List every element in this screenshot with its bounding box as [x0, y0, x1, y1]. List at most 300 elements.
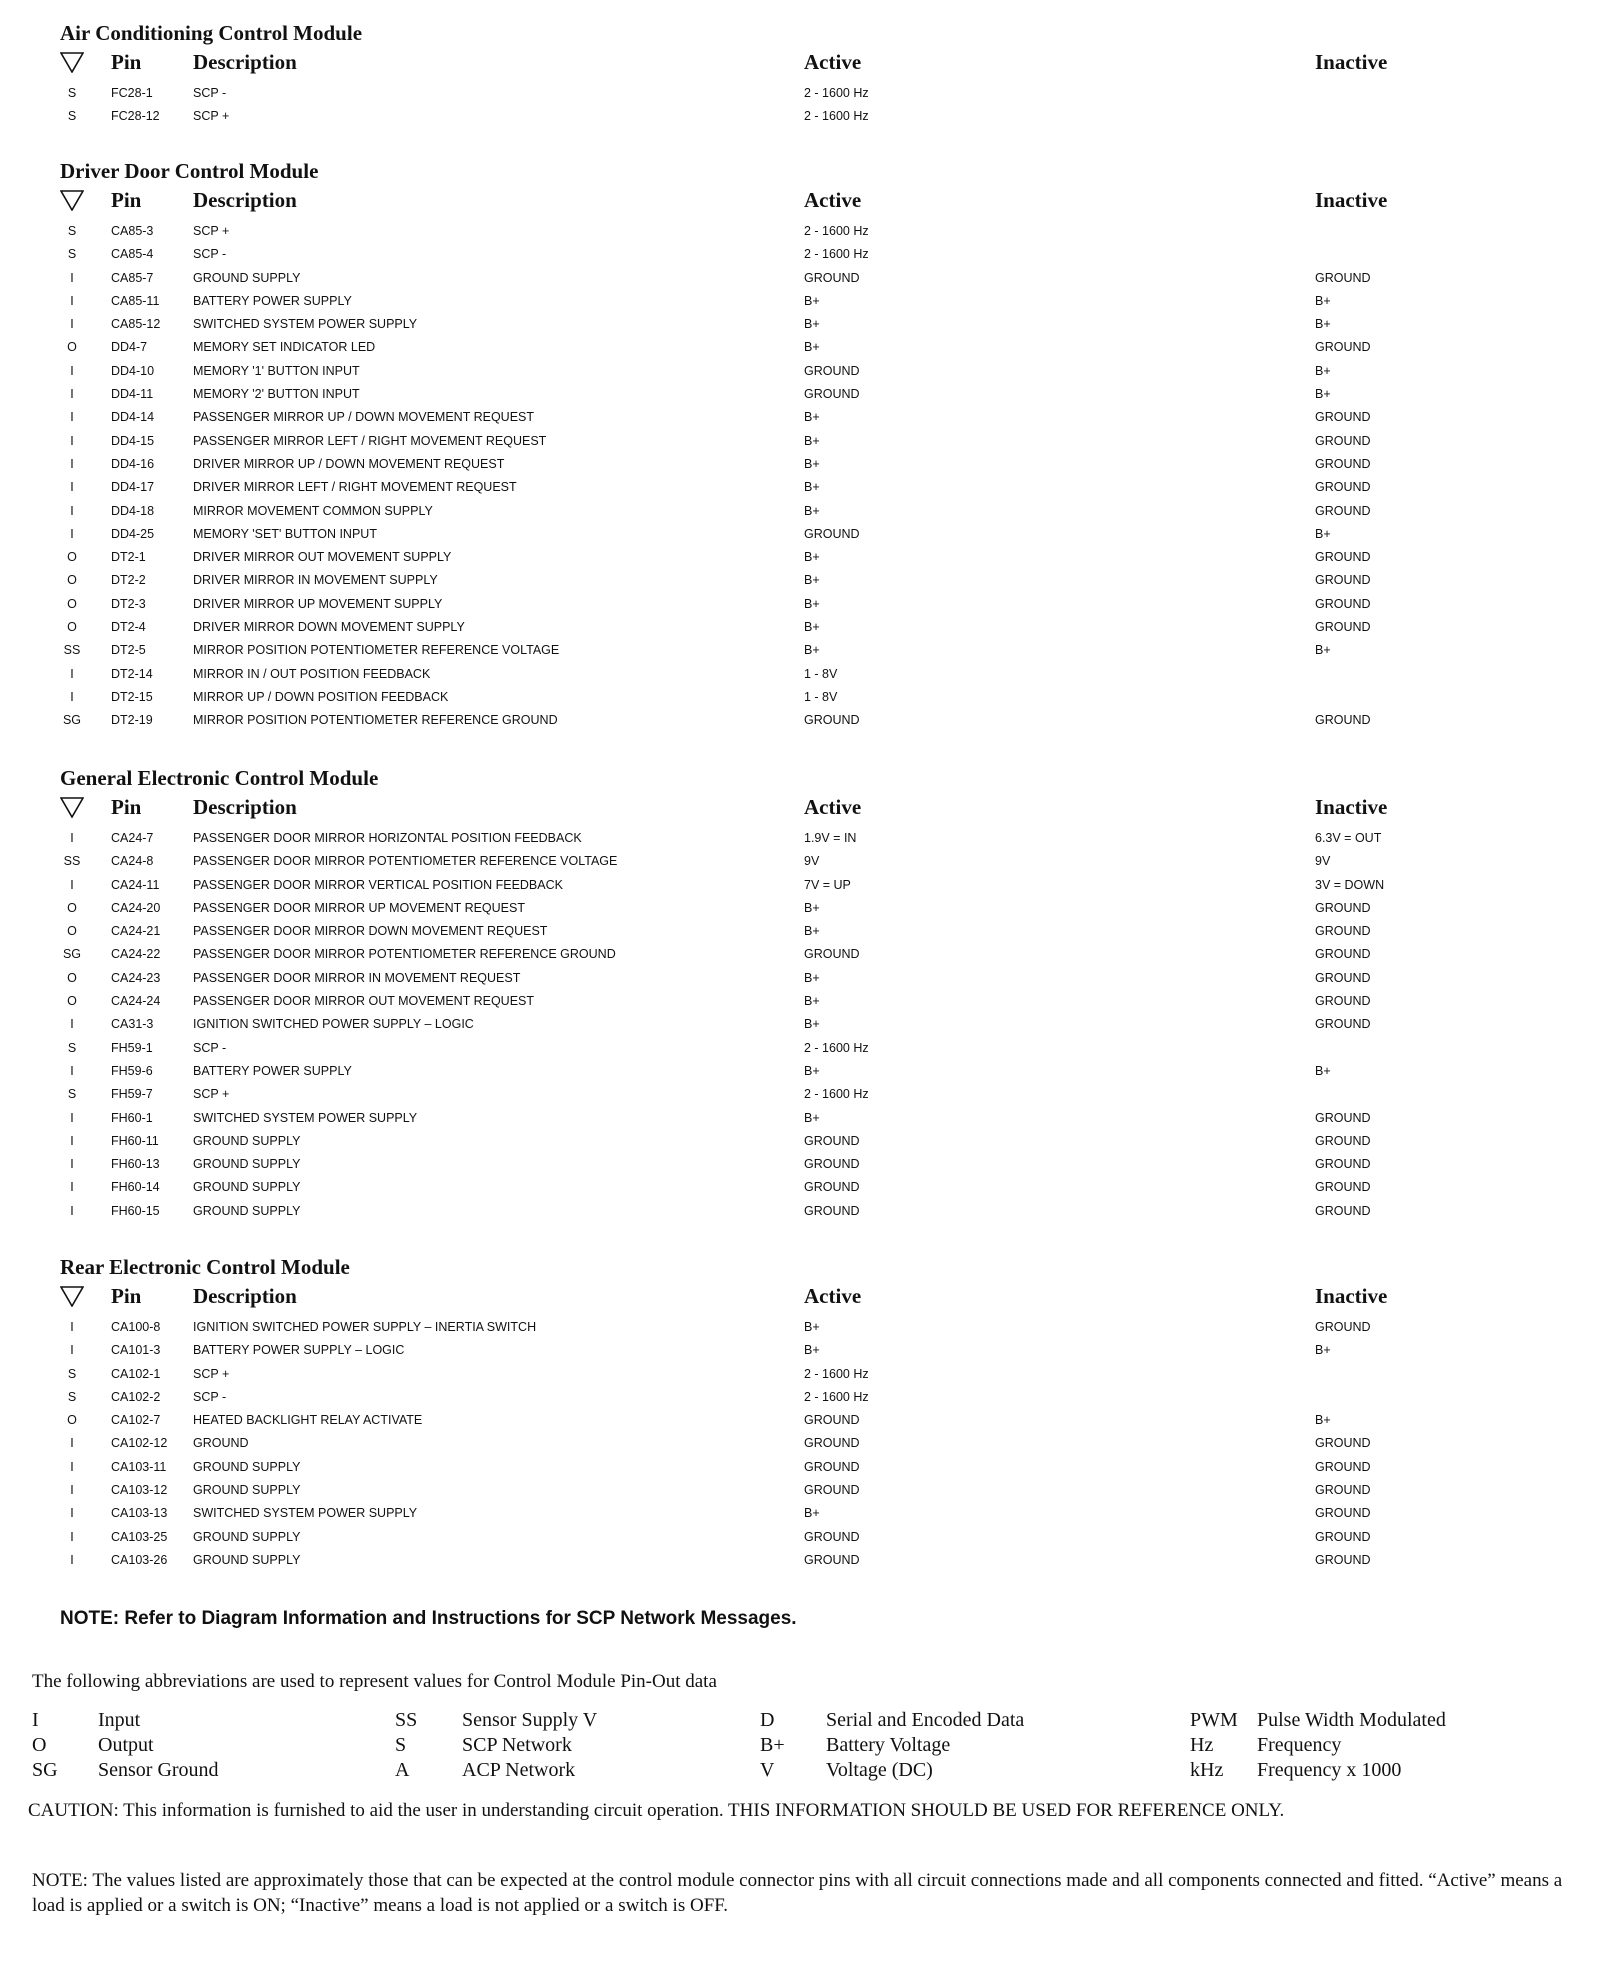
cell-type: O [67, 550, 77, 565]
cell-pin: DT2-19 [111, 713, 153, 728]
table-row [60, 1363, 1560, 1386]
cell-type: SS [63, 854, 81, 869]
table-row [60, 105, 1560, 128]
legend-entry [0, 1709, 1600, 1734]
cell-act: B+ [804, 503, 820, 518]
description-header: Description [193, 1284, 297, 1308]
legend-meaning: ACP Network [462, 1759, 576, 1781]
cell-desc: PASSENGER DOOR MIRROR IN MOVEMENT REQUEST [193, 970, 521, 985]
cell-desc: GROUND SUPPLY [193, 1483, 301, 1498]
inactive-header: Inactive [1315, 795, 1388, 819]
cell-act: 2 - 1600 Hz [804, 224, 869, 238]
cell-type: S [67, 247, 77, 262]
cell-desc: SWITCHED SYSTEM POWER SUPPLY [193, 1110, 418, 1125]
cell-inact: GROUND [1315, 1017, 1371, 1032]
cell-desc: GROUND SUPPLY [193, 1157, 301, 1172]
table-row [60, 313, 1560, 336]
cell-type: I [70, 293, 74, 308]
cell-inact: GROUND [1315, 994, 1371, 1009]
legend-abbreviation: I [32, 1709, 39, 1731]
cell-inact: B+ [1315, 293, 1331, 308]
cell-act: B+ [804, 994, 820, 1009]
table-row [60, 406, 1560, 429]
cell-act: B+ [804, 924, 820, 939]
cell-act: GROUND [804, 1483, 860, 1498]
cell-desc: PASSENGER MIRROR UP / DOWN MOVEMENT REQUEST [193, 410, 535, 425]
cell-act: B+ [804, 573, 820, 588]
cell-desc: GROUND SUPPLY [193, 1459, 301, 1474]
legend-meaning: Frequency x 1000 [1257, 1759, 1402, 1781]
table-row [60, 546, 1560, 569]
cell-act: B+ [804, 1017, 820, 1032]
module-section [60, 18, 1560, 129]
cell-desc: GROUND SUPPLY [193, 1133, 301, 1148]
legend-meaning: Voltage (DC) [826, 1759, 933, 1781]
cell-type: S [67, 86, 77, 100]
cell-act: 2 - 1600 Hz [804, 109, 869, 124]
cell-pin: CA24-8 [111, 854, 154, 869]
cell-desc: SCP - [193, 1389, 227, 1404]
module-title: General Electronic Control Module [60, 766, 379, 790]
cell-desc: SCP + [193, 224, 230, 238]
cell-type: I [70, 1436, 74, 1451]
cell-pin: DT2-14 [111, 666, 153, 681]
cell-act: B+ [804, 480, 820, 495]
column-header-row [60, 186, 1560, 220]
inactive-header: Inactive [1315, 188, 1388, 212]
table-row [60, 1130, 1560, 1153]
table-row [60, 1432, 1560, 1455]
connector-type-triangle-icon [60, 189, 84, 211]
cell-pin: CA103-11 [111, 1459, 167, 1474]
cell-act: 2 - 1600 Hz [804, 247, 869, 262]
table-row [60, 360, 1560, 383]
legend-abbreviation: Hz [1190, 1734, 1214, 1756]
cell-inact: GROUND [1315, 1180, 1371, 1195]
cell-pin: DD4-14 [111, 410, 155, 425]
cell-type: S [67, 109, 77, 124]
cell-desc: PASSENGER DOOR MIRROR VERTICAL POSITION FEEDBACK [193, 877, 563, 892]
cell-desc: IGNITION SWITCHED POWER SUPPLY – INERTIA SWITCH [193, 1320, 537, 1334]
cell-type: S [67, 1087, 77, 1102]
cell-act: B+ [804, 1320, 820, 1334]
active-header: Active [804, 1284, 862, 1308]
cell-type: I [70, 387, 74, 402]
cell-pin: DT2-4 [111, 620, 146, 635]
legend-abbreviation: O [32, 1734, 47, 1756]
cell-pin: CA24-11 [111, 877, 160, 892]
cell-act: 2 - 1600 Hz [804, 1389, 869, 1404]
cell-type: I [70, 433, 74, 448]
cell-inact: GROUND [1315, 270, 1371, 285]
cell-type: I [70, 831, 74, 845]
legend-abbreviation: B+ [760, 1734, 785, 1756]
pin-table [60, 1316, 1560, 1572]
column-header-row [60, 1282, 1560, 1316]
table-row [60, 430, 1560, 453]
cell-desc: SCP - [193, 247, 227, 262]
cell-desc: SCP + [193, 1087, 230, 1102]
cell-type: O [67, 1413, 77, 1428]
table-row [60, 1409, 1560, 1432]
cell-pin: CA103-25 [111, 1529, 168, 1544]
cell-act: B+ [804, 1110, 820, 1125]
scp-note: NOTE: Refer to Diagram Information and Instructions for SCP Network Messages. [60, 1608, 797, 1629]
cell-pin: DD4-10 [111, 363, 155, 378]
cell-type: I [70, 1343, 74, 1358]
cell-act: GROUND [804, 1157, 860, 1172]
cell-inact: GROUND [1315, 1133, 1371, 1148]
cell-type: I [70, 1017, 74, 1032]
cell-inact: B+ [1315, 1413, 1331, 1428]
table-row [60, 593, 1560, 616]
cell-pin: DT2-2 [111, 573, 146, 588]
module-section [60, 763, 1560, 1223]
cell-inact: GROUND [1315, 1157, 1371, 1172]
pin-table [60, 220, 1560, 733]
table-row [60, 897, 1560, 920]
cell-type: SG [62, 713, 82, 728]
cell-type: S [67, 224, 77, 238]
cell-act: GROUND [804, 387, 860, 402]
table-row [60, 476, 1560, 499]
cell-inact: GROUND [1315, 550, 1371, 565]
table-row [60, 383, 1560, 406]
description-header: Description [193, 50, 297, 74]
cell-desc: DRIVER MIRROR OUT MOVEMENT SUPPLY [193, 550, 452, 565]
cell-pin: CA102-1 [111, 1366, 161, 1381]
cell-inact: GROUND [1315, 433, 1371, 448]
cell-pin: FH59-7 [111, 1087, 153, 1102]
cell-desc: MEMORY SET INDICATOR LED [193, 340, 376, 355]
caution-text: CAUTION: This information is furnished to aid the user in understanding circuit operation. THIS INFORMATION SHOULD BE USED FOR REFERENCE ONLY. [28, 1800, 1285, 1821]
pin-header: Pin [111, 50, 142, 74]
cell-type: O [67, 596, 77, 611]
table-row [60, 290, 1560, 313]
cell-pin: DT2-3 [111, 596, 146, 611]
table-row [60, 267, 1560, 290]
table-row [60, 1107, 1560, 1130]
cell-desc: BATTERY POWER SUPPLY [193, 293, 352, 308]
cell-pin: DD4-25 [111, 526, 155, 541]
cell-type: O [67, 900, 77, 915]
cell-pin: FH59-1 [111, 1040, 153, 1055]
cell-type: I [70, 1157, 74, 1172]
table-row [60, 220, 1560, 243]
cell-act: 9V [804, 854, 820, 869]
cell-pin: FH60-15 [111, 1203, 160, 1218]
table-row [60, 1153, 1560, 1176]
cell-type: I [70, 1180, 74, 1195]
cell-act: B+ [804, 317, 820, 332]
cell-pin: DD4-15 [111, 433, 155, 448]
cell-act: 2 - 1600 Hz [804, 1366, 869, 1381]
cell-desc: SCP - [193, 1040, 227, 1055]
table-row [60, 1316, 1560, 1339]
cell-pin: CA85-4 [111, 247, 154, 262]
cell-pin: DT2-15 [111, 689, 153, 704]
pin-table [60, 82, 1560, 129]
cell-pin: DD4-16 [111, 456, 155, 471]
cell-type: S [67, 1040, 77, 1055]
cell-desc: DRIVER MIRROR DOWN MOVEMENT SUPPLY [193, 620, 465, 635]
legend-meaning: Pulse Width Modulated [1257, 1709, 1446, 1731]
cell-desc: PASSENGER MIRROR LEFT / RIGHT MOVEMENT REQUEST [193, 433, 547, 448]
cell-inact: GROUND [1315, 1529, 1371, 1544]
legend-meaning: Input [98, 1709, 141, 1731]
cell-inact: GROUND [1315, 1436, 1371, 1451]
cell-act: 7V = UP [804, 877, 851, 892]
cell-desc: SCP - [193, 86, 227, 100]
legend-abbreviation: D [760, 1709, 775, 1731]
cell-act: B+ [804, 340, 820, 355]
cell-inact: GROUND [1315, 1506, 1371, 1521]
cell-pin: DT2-1 [111, 550, 146, 565]
table-row [60, 1083, 1560, 1106]
cell-act: B+ [804, 1063, 820, 1078]
table-row [60, 243, 1560, 266]
cell-type: I [70, 480, 74, 495]
cell-inact: B+ [1315, 387, 1331, 402]
cell-desc: MIRROR POSITION POTENTIOMETER REFERENCE VOLTAGE [193, 643, 560, 658]
cell-inact: GROUND [1315, 410, 1371, 425]
cell-desc: MIRROR IN / OUT POSITION FEEDBACK [193, 666, 431, 681]
cell-pin: DD4-18 [111, 503, 155, 518]
cell-act: GROUND [804, 947, 860, 962]
table-row [60, 1013, 1560, 1036]
cell-desc: IGNITION SWITCHED POWER SUPPLY – LOGIC [193, 1017, 474, 1032]
cell-desc: SWITCHED SYSTEM POWER SUPPLY [193, 1506, 418, 1521]
cell-inact: B+ [1315, 1063, 1331, 1078]
cell-act: 1 - 8V [804, 666, 838, 681]
table-row [60, 1456, 1560, 1479]
cell-inact: GROUND [1315, 340, 1371, 355]
cell-pin: CA103-12 [111, 1483, 168, 1498]
cell-type: O [67, 340, 77, 355]
cell-type: I [70, 1552, 74, 1567]
legend-entry [0, 1734, 1600, 1759]
table-row [60, 943, 1560, 966]
cell-act: B+ [804, 643, 820, 658]
cell-pin: CA24-24 [111, 994, 161, 1009]
cell-act: B+ [804, 620, 820, 635]
table-row [60, 1200, 1560, 1223]
cell-type: O [67, 924, 77, 939]
cell-type: I [70, 317, 74, 332]
pin-header: Pin [111, 1284, 142, 1308]
legend-meaning: Sensor Ground [98, 1759, 219, 1781]
cell-inact: GROUND [1315, 503, 1371, 518]
table-row [60, 920, 1560, 943]
module-title: Air Conditioning Control Module [60, 21, 363, 45]
cell-act: GROUND [804, 1436, 860, 1451]
cell-desc: MEMORY '1' BUTTON INPUT [193, 363, 360, 378]
cell-pin: CA102-12 [111, 1436, 168, 1451]
cell-inact: 9V [1315, 854, 1331, 869]
cell-type: I [70, 1483, 74, 1498]
cell-inact: GROUND [1315, 713, 1371, 728]
cell-inact: GROUND [1315, 1320, 1371, 1334]
table-row [60, 1502, 1560, 1525]
cell-inact: B+ [1315, 1343, 1331, 1358]
connector-type-triangle-icon [60, 51, 84, 73]
cell-type: I [70, 877, 74, 892]
cell-pin: DD4-7 [111, 340, 148, 355]
pin-header: Pin [111, 795, 142, 819]
cell-desc: DRIVER MIRROR LEFT / RIGHT MOVEMENT REQUEST [193, 480, 517, 495]
cell-inact: GROUND [1315, 620, 1371, 635]
cell-pin: CA24-20 [111, 900, 161, 915]
cell-inact: GROUND [1315, 1459, 1371, 1474]
table-row [60, 967, 1560, 990]
cell-inact: 3V = DOWN [1315, 877, 1385, 892]
cell-desc: GROUND SUPPLY [193, 1529, 301, 1544]
cell-desc: DRIVER MIRROR IN MOVEMENT SUPPLY [193, 573, 438, 588]
cell-act: 2 - 1600 Hz [804, 1087, 869, 1102]
cell-act: B+ [804, 433, 820, 448]
cell-pin: CA85-7 [111, 270, 154, 285]
cell-type: I [70, 503, 74, 518]
cell-type: I [70, 666, 74, 681]
cell-act: GROUND [804, 1459, 860, 1474]
table-row [60, 1386, 1560, 1409]
cell-inact: 6.3V = OUT [1315, 831, 1382, 845]
cell-type: I [70, 270, 74, 285]
cell-pin: CA101-3 [111, 1343, 161, 1358]
cell-inact: B+ [1315, 317, 1331, 332]
cell-type: O [67, 994, 77, 1009]
legend-intro: The following abbreviations are used to represent values for Control Module Pin-Out data [32, 1671, 717, 1692]
cell-desc: PASSENGER DOOR MIRROR HORIZONTAL POSITION FEEDBACK [193, 831, 582, 845]
cell-act: B+ [804, 550, 820, 565]
legend-meaning: Output [98, 1734, 154, 1756]
table-row [60, 616, 1560, 639]
table-row [60, 523, 1560, 546]
cell-type: I [70, 456, 74, 471]
cell-inact: GROUND [1315, 1110, 1371, 1125]
cell-pin: CA103-13 [111, 1506, 168, 1521]
cell-act: B+ [804, 1343, 820, 1358]
legend-meaning: Sensor Supply V [462, 1709, 598, 1731]
cell-act: GROUND [804, 1180, 860, 1195]
cell-inact: B+ [1315, 643, 1331, 658]
cell-act: 1.9V = IN [804, 831, 857, 845]
cell-desc: PASSENGER DOOR MIRROR DOWN MOVEMENT REQUEST [193, 924, 548, 939]
cell-type: I [70, 1110, 74, 1125]
cell-pin: CA31-3 [111, 1017, 154, 1032]
cell-pin: DT2-5 [111, 643, 146, 658]
module-title: Driver Door Control Module [60, 159, 319, 183]
cell-desc: MIRROR POSITION POTENTIOMETER REFERENCE GROUND [193, 713, 558, 728]
table-row [60, 686, 1560, 709]
table-row [60, 1037, 1560, 1060]
cell-act: B+ [804, 900, 820, 915]
legend-abbreviation: A [395, 1759, 410, 1781]
cell-type: I [70, 1506, 74, 1521]
cell-inact: GROUND [1315, 1203, 1371, 1218]
cell-desc: MIRROR MOVEMENT COMMON SUPPLY [193, 503, 433, 518]
cell-act: B+ [804, 1506, 820, 1521]
table-row [60, 663, 1560, 686]
cell-type: SG [62, 947, 82, 962]
cell-pin: CA24-7 [111, 831, 154, 845]
table-row [60, 1339, 1560, 1362]
cell-desc: GROUND SUPPLY [193, 1203, 301, 1218]
cell-desc: HEATED BACKLIGHT RELAY ACTIVATE [193, 1413, 423, 1428]
cell-type: S [67, 1389, 77, 1404]
cell-act: B+ [804, 456, 820, 471]
cell-inact: GROUND [1315, 947, 1371, 962]
cell-desc: MEMORY '2' BUTTON INPUT [193, 387, 360, 402]
cell-inact: B+ [1315, 526, 1331, 541]
cell-pin: CA24-23 [111, 970, 161, 985]
table-row [60, 709, 1560, 732]
table-row [60, 850, 1560, 873]
cell-type: SS [63, 643, 81, 658]
active-header: Active [804, 50, 862, 74]
cell-type: I [70, 689, 74, 704]
legend-abbreviation: V [760, 1759, 775, 1781]
cell-act: B+ [804, 410, 820, 425]
cell-desc: DRIVER MIRROR UP / DOWN MOVEMENT REQUEST [193, 456, 505, 471]
cell-type: O [67, 620, 77, 635]
legend-abbreviation: S [395, 1734, 407, 1756]
cell-act: GROUND [804, 526, 860, 541]
active-header: Active [804, 188, 862, 212]
table-row [60, 336, 1560, 359]
cell-act: GROUND [804, 1552, 860, 1567]
cell-desc: GROUND SUPPLY [193, 1180, 301, 1195]
column-header-row [60, 48, 1560, 82]
cell-act: 1 - 8V [804, 689, 838, 704]
cell-pin: FC28-12 [111, 109, 160, 124]
cell-act: GROUND [804, 713, 860, 728]
cell-pin: CA24-22 [111, 947, 161, 962]
column-header-row [60, 793, 1560, 827]
table-row [60, 1526, 1560, 1549]
inactive-header: Inactive [1315, 1284, 1388, 1308]
table-row [60, 500, 1560, 523]
cell-type: O [67, 573, 77, 588]
cell-act: B+ [804, 970, 820, 985]
cell-pin: CA85-11 [111, 293, 160, 308]
cell-pin: CA85-12 [111, 317, 161, 332]
cell-type: I [70, 1133, 74, 1148]
legend-abbreviation: SG [32, 1759, 58, 1781]
table-row [60, 1176, 1560, 1199]
cell-pin: CA24-21 [111, 924, 161, 939]
cell-inact: GROUND [1315, 1552, 1371, 1567]
cell-type: I [70, 1529, 74, 1544]
table-row [60, 874, 1560, 897]
cell-desc: BATTERY POWER SUPPLY – LOGIC [193, 1343, 405, 1358]
cell-type: O [67, 970, 77, 985]
cell-desc: PASSENGER DOOR MIRROR POTENTIOMETER REFERENCE GROUND [193, 947, 616, 962]
cell-inact: GROUND [1315, 924, 1371, 939]
cell-pin: FH59-6 [111, 1063, 153, 1078]
cell-inact: GROUND [1315, 900, 1371, 915]
table-row [60, 827, 1560, 850]
cell-act: 2 - 1600 Hz [804, 86, 869, 100]
legend-meaning: Frequency [1257, 1734, 1342, 1756]
module-section [60, 156, 1560, 733]
cell-act: GROUND [804, 1529, 860, 1544]
cell-act: GROUND [804, 1413, 860, 1428]
cell-desc: SWITCHED SYSTEM POWER SUPPLY [193, 317, 418, 332]
table-row [60, 82, 1560, 105]
cell-pin: FH60-14 [111, 1180, 160, 1195]
cell-act: 2 - 1600 Hz [804, 1040, 869, 1055]
